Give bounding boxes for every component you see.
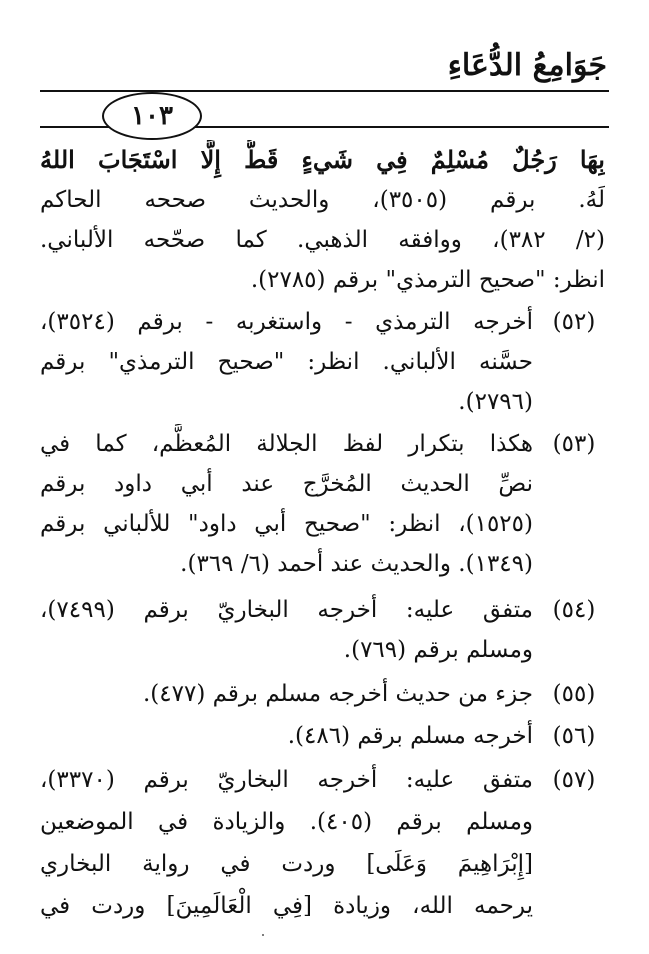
text-line: نصِّ الحديث المُخرَّج عند أبي داود برقم xyxy=(40,471,533,497)
page-header xyxy=(40,40,609,130)
text-line: متفق عليه: أخرجه البخاريّ برقم (٣٣٧٠)، xyxy=(40,767,533,793)
text-line: (٢٧٩٦). xyxy=(458,389,533,415)
text-line: [إِبْرَاهِيمَ وَعَلَى] وردت في رواية البخاري xyxy=(40,851,533,877)
header-rule-top xyxy=(40,90,609,92)
text-line: أخرجه مسلم برقم (٤٨٦). xyxy=(287,723,533,749)
footnote-number: (٥٤) xyxy=(552,597,596,623)
text-line: ومسلم برقم (٧٦٩). xyxy=(343,637,533,663)
text-line: يرحمه الله، وزيادة [فِي الْعَالَمِينَ] وردت في xyxy=(40,893,533,919)
text-line: بِهَا رَجُلٌ مُسْلِمٌ فِي شَيءٍ قَطُّ إِلَّا اسْتَجَابَ اللهُ xyxy=(40,145,605,174)
footnote-number: (٥٢) xyxy=(552,309,596,335)
text-line: لَهُ. برقم (٣٥٠٥)، والحديث صححه الحاكم xyxy=(40,187,605,213)
text-line: انظر: "صحيح الترمذي" برقم (٢٧٨٥). xyxy=(250,267,605,293)
footnote-number: (٥٣) xyxy=(552,431,596,457)
footnote-number: (٥٦) xyxy=(552,723,596,749)
text-line: متفق عليه: أخرجه البخاريّ برقم (٧٤٩٩)، xyxy=(40,597,533,623)
text-line: (١٣٤٩). والحديث عند أحمد (٦/ ٣٦٩). xyxy=(180,551,533,577)
text-line: جزء من حديث أخرجه مسلم برقم (٤٧٧). xyxy=(142,681,533,707)
text-line: هكذا بتكرار لفظ الجلالة المُعظَّم، كما في xyxy=(40,431,533,457)
text-line: ومسلم برقم (٤٠٥). والزيادة في الموضعين xyxy=(40,809,533,835)
text-line: (١٥٢٥)، انظر: "صحيح أبي داود" للألباني برقم xyxy=(40,511,533,537)
text-line: أخرجه الترمذي - واستغربه - برقم (٣٥٢٤)، xyxy=(40,309,533,335)
page-number: ١٠٣ xyxy=(102,92,202,140)
text-line: (٢/ ٣٨٢)، ووافقه الذهبي. كما صحّحه الألباني. xyxy=(40,227,605,253)
footnote-number: (٥٧) xyxy=(552,767,596,793)
scan-speck xyxy=(262,934,264,936)
text-line: حسَّنه الألباني. انظر: "صحيح الترمذي" برقم xyxy=(40,349,533,375)
footnote-number: (٥٥) xyxy=(552,681,596,707)
book-title: جَوَامِعُ الدُّعَاءِ xyxy=(447,48,607,83)
